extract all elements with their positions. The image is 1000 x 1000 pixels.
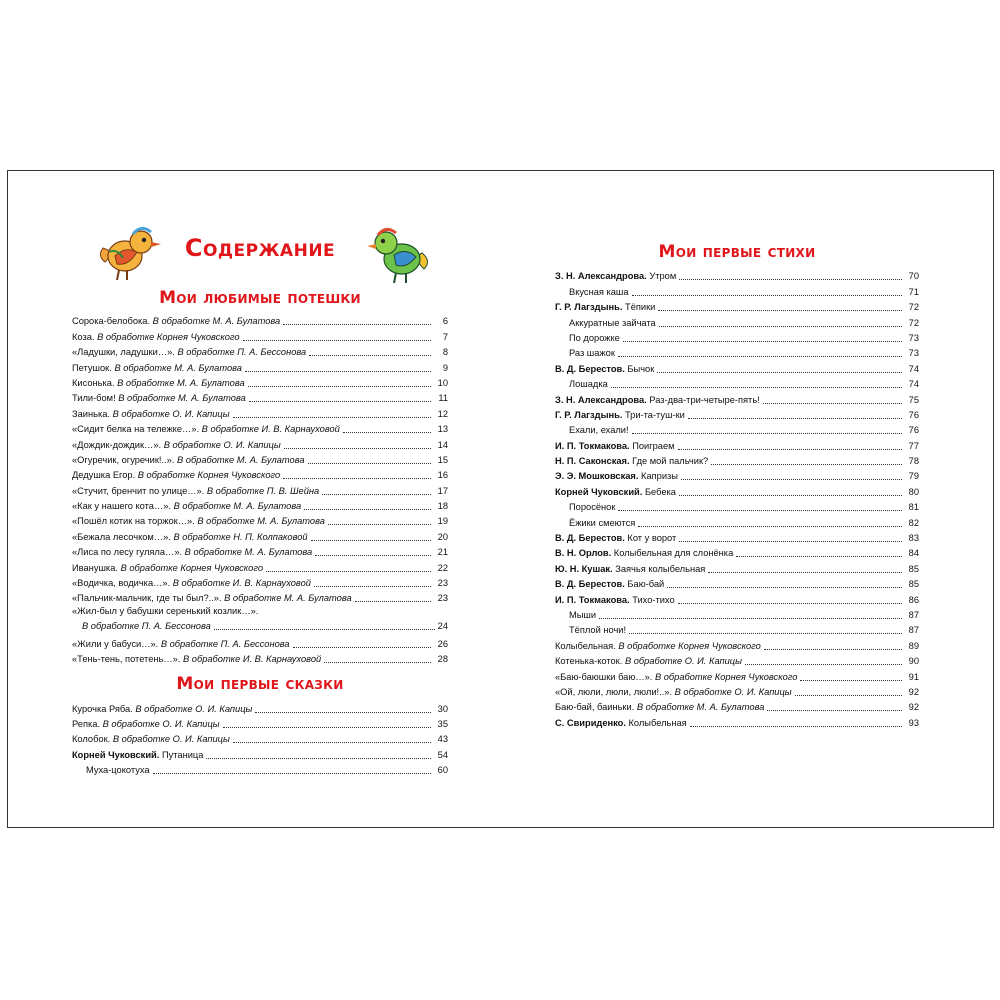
toc-entry-title: Тёпики [625,302,656,313]
toc-entry-title: Колобок. [72,734,111,745]
toc-entry[interactable] [72,405,448,420]
toc-entry[interactable] [555,376,919,391]
toc-entry-title: «Пошёл котик на торжок…». [72,516,195,527]
toc-entry-title: Сорока-белобока. [72,316,151,327]
toc-entry[interactable] [72,544,448,559]
leader-dots [736,556,902,557]
leader-dots [343,432,431,433]
toc-entry-note: В обработке Корнея Чуковского [97,331,240,342]
leader-dots [255,712,431,713]
leader-dots [233,417,431,418]
leader-dots [629,633,902,634]
toc-entry[interactable] [555,514,919,529]
toc-entry[interactable] [555,268,919,283]
toc-entry-note: В обработке М. А. Булатова [118,393,246,404]
toc-entry[interactable] [72,700,448,715]
toc-entry[interactable] [72,651,448,666]
leader-dots [745,664,902,665]
toc-entry-author: Г. Р. Лагздынь. [555,409,623,420]
leader-dots [206,758,431,759]
toc-entry-title: Иванушка. [72,562,118,573]
leader-dots [315,555,431,556]
leader-dots [293,647,431,648]
toc-entry-page: 8 [442,347,448,358]
toc-entry-author: В. Д. Берестов. [555,533,625,544]
toc-entry[interactable] [555,530,919,545]
toc-entry-title: Дедушка Егор. [72,470,136,481]
toc-entry-page: 7 [442,331,448,342]
toc-entry-title: Баю-бай, баиньки. [555,702,635,713]
leader-dots [658,310,902,311]
toc-entry[interactable] [555,560,919,575]
leader-dots [800,680,902,681]
toc-entry-page: 24 [437,621,448,632]
toc-entry[interactable] [555,345,919,360]
toc-entry-title: Коза. [72,331,95,342]
toc-entry[interactable] [555,468,919,483]
toc-entry-page: 90 [908,656,919,667]
toc-entry-title: «Ой, люли, люли, люли!..». [555,686,673,697]
toc-entry-author: З. Н. Александрова. [555,271,647,282]
toc-entry-note: В обработке О. И. Капицы [112,734,230,745]
toc-entry[interactable] [555,483,919,498]
toc-entry-page: 12 [437,408,448,419]
toc-entry-page: 28 [437,654,448,665]
toc-entry[interactable] [72,359,448,374]
toc-entry-note: В обработке Корнея Чуковского [654,671,798,682]
toc-entry-title: Путаница [161,749,204,760]
toc-entry-page: 17 [437,485,448,496]
toc-entry-note: В обработке Корнея Чуковского [137,470,281,481]
toc-entry-page: 76 [908,409,919,420]
leader-dots [708,572,902,573]
toc-entry[interactable] [72,559,448,574]
toc-entry-title: Курочка Ряба. [72,703,133,714]
toc-entry-page: 84 [908,548,919,559]
leader-dots [223,727,431,728]
toc-entry-title: Вкусная каша [569,286,629,297]
toc-entry-title: Утром [649,271,677,282]
toc-entry[interactable] [555,453,919,468]
toc-entry-page: 93 [908,717,919,728]
toc-entry-page: 73 [908,332,919,343]
toc-entry-page: 77 [908,440,919,451]
toc-entry-title: «Сидит белка на тележке…». [72,424,200,435]
toc-entry-title: «Тень-тень, потетень…». [72,654,181,665]
toc-entry-page: 75 [908,394,919,405]
leader-dots [659,326,902,327]
leader-dots [311,540,431,541]
toc-entry-page: 81 [908,502,919,513]
toc-entry-title: Кот у ворот [627,533,677,544]
toc-entry-title: «Баю-баюшки баю…». [555,671,653,682]
toc-entry-note: В обработке М. А. Булатова [636,702,765,713]
toc-entry-author: Ю. Н. Кушак. [555,563,613,574]
toc-entry-title: Колыбельная. [555,640,616,651]
leader-dots [304,509,431,510]
toc-entry-note: В обработке Н. П. Колпаковой [173,531,308,542]
leader-dots [599,618,902,619]
toc-entry-page: 74 [908,379,919,390]
toc-entry[interactable] [72,716,448,731]
right-column [555,240,919,730]
toc-entry-author: Г. Р. Лагздынь. [555,302,623,313]
leader-dots [611,387,902,388]
toc-entry[interactable] [555,422,919,437]
toc-entry-title: Мыши [569,609,597,620]
toc-entry-title: Тихо-тихо [632,594,675,605]
leader-dots [688,418,902,419]
toc-entry-title: «Ладушки, ладушки…». [72,347,175,358]
leader-dots [248,386,431,387]
toc-entry-page: 85 [908,563,919,574]
leader-dots [679,495,902,496]
toc-entry-title: «Жил-был у бабушки серенький козлик…». [72,606,259,617]
toc-entry[interactable] [72,635,448,650]
toc-entry-page: 54 [437,749,448,760]
toc-entry-note: В обработке М. А. Булатова [152,316,281,327]
toc-entry-title: «Пальчик-мальчик, где ты был?..». [72,593,222,604]
section-title-fairy-tales: Мои первые сказки [176,674,344,695]
toc-entry-page: 18 [437,501,448,512]
toc-entry-title: По дорожке [569,332,620,343]
toc-entry-title: Поросёнок [569,502,616,513]
toc-entry-title: Аккуратные зайчата [569,317,656,328]
toc-entry-note: В обработке И. В. Карнауховой [172,578,311,589]
toc-entry-title: Кисонька. [72,377,115,388]
toc-entry-note: В обработке О. И. Капицы [674,686,792,697]
leader-dots [679,541,902,542]
toc-entry-page: 21 [437,547,448,558]
toc-entry[interactable] [72,746,448,761]
toc-entry-page: 82 [908,517,919,528]
toc-entry[interactable] [72,390,448,405]
toc-entry[interactable] [72,375,448,390]
toc-entry[interactable] [555,360,919,375]
leader-dots [678,449,902,450]
leader-dots [632,295,902,296]
leader-dots [623,341,902,342]
toc-entry-page: 71 [908,286,919,297]
toc-entry-page: 10 [437,377,448,388]
toc-entry-page: 70 [908,271,919,282]
toc-entry-page: 43 [437,734,448,745]
toc-entry-page: 11 [438,393,448,404]
toc-entry[interactable] [555,545,919,560]
toc-entry-note: В обработке П. А. Бессонова [82,621,211,632]
leader-dots [679,279,902,280]
toc-entry-note: В обработке М. А. Булатова [114,362,242,373]
toc-entry-page: 22 [437,562,448,573]
toc-entry-page: 87 [908,625,919,636]
toc-entry[interactable] [72,452,448,467]
toc-entry-title: «Стучит, бренчит по улице…». [72,485,205,496]
leader-dots [678,603,902,604]
toc-entry-page: 76 [908,425,919,436]
leader-dots [324,662,431,663]
toc-entry[interactable] [555,684,919,699]
section-title-nursery-rhymes: Мои любимые потешки [159,288,361,308]
toc-entry-page: 23 [437,593,448,604]
toc-entry[interactable] [72,498,448,513]
toc-entry-page: 85 [908,579,919,590]
toc-entry[interactable] [555,622,919,637]
toc-entry[interactable] [72,436,448,451]
nursery-rhymes-list-continued [72,635,448,666]
toc-entry-note: В обработке Корнея Чуковского [618,640,761,651]
toc-entry-page: 87 [908,609,919,620]
toc-entry-title: Бычок [627,363,655,374]
toc-entry-page: 92 [908,686,919,697]
toc-entry-page: 19 [437,516,448,527]
toc-entry-author: Корней Чуковский. [555,486,643,497]
toc-entry[interactable] [72,344,448,359]
toc-entry[interactable] [72,731,448,746]
toc-entry-title: «Водичка, водичка…». [72,578,171,589]
toc-entry-title: Раз шажок [569,348,615,359]
toc-entry-author: Н. П. Саконская. [555,456,630,467]
leader-dots [284,448,431,449]
toc-entry-title: Заинька. [72,408,110,419]
leader-dots [328,524,431,525]
leader-dots [711,464,902,465]
toc-entry-title: Заячья колыбельная [615,563,706,574]
leader-dots [322,494,431,495]
toc-entry-title: «Лиса по лесу гуляла…». [72,547,183,558]
leader-dots [795,695,902,696]
toc-entry-page: 26 [437,638,448,649]
leader-dots [763,403,902,404]
toc-entry[interactable] [555,699,919,714]
toc-entry[interactable] [72,328,448,343]
toc-entry[interactable] [72,421,448,436]
toc-entry[interactable] [555,391,919,406]
leader-dots [314,586,431,587]
toc-entry-title: Лошадка [569,379,608,390]
toc-entry-page: 13 [437,424,448,435]
toc-entry[interactable] [555,637,919,652]
toc-entry-page: 72 [908,302,919,313]
toc-entry-page: 86 [908,594,919,605]
toc-entry-title: Три-та-туш-ки [625,409,685,420]
toc-entry-title: Муха-цокотуха [86,765,150,776]
leader-dots [243,340,431,341]
toc-entry-title: Тили-бом! [72,393,116,404]
toc-entry[interactable] [555,607,919,622]
toc-entry-title: Капризы [641,471,678,482]
toc-entry-page: 91 [908,671,919,682]
main-title: Содержание [184,234,336,262]
toc-entry-note: В обработке П. В. Шейна [206,485,320,496]
toc-entry-page: 80 [908,486,919,497]
toc-entry-title: «Бежала лесочком…». [72,531,171,542]
toc-entry-note: В обработке О. И. Капицы [135,703,253,714]
toc-entry[interactable] [555,407,919,422]
toc-entry-note: В обработке М. А. Булатова [117,377,245,388]
toc-entry-title: Репка. [72,718,101,729]
toc-entry-note: В обработке О. И. Капицы [624,656,742,667]
leader-dots [309,355,431,356]
toc-entry-title: Колыбельная для слонёнка [613,548,734,559]
toc-entry-note: В обработке Корнея Чуковского [120,562,264,573]
leader-dots [632,433,902,434]
toc-entry-page: 60 [437,765,448,776]
toc-entry-author: В. Д. Берестов. [555,579,625,590]
leader-dots [153,773,431,774]
toc-entry-author: В. Н. Орлов. [555,548,612,559]
toc-entry-author: В. Д. Берестов. [555,363,625,374]
toc-entry[interactable] [555,437,919,452]
toc-entry[interactable] [72,313,448,328]
toc-entry[interactable] [555,668,919,683]
leader-dots [657,372,902,373]
toc-entry[interactable] [555,314,919,329]
toc-entry-title: Колыбельная [628,717,687,728]
leader-dots [283,324,431,325]
lullabies-list [555,637,919,714]
fairy-tales-list [72,700,448,746]
toc-entry-page: 72 [908,317,919,328]
toc-entry[interactable] [555,714,919,729]
toc-entry-page: 73 [908,348,919,359]
toc-entry-page: 78 [908,456,919,467]
toc-entry-page: 23 [437,578,448,589]
toc-entry-title: Тёплой ночи! [569,625,627,636]
leader-dots [638,526,902,527]
toc-entry-page: 89 [908,640,919,651]
leader-dots [355,601,431,602]
toc-entry-title: «Огуречик, огуречик!..». [72,454,175,465]
leader-dots [249,401,431,402]
toc-entry-author: Э. Э. Мошковская. [555,471,639,482]
leader-dots [214,629,435,630]
toc-entry-title: Раз-два-три-четыре-пять! [649,394,760,405]
toc-entry-title: Ехали, ехали! [569,425,629,436]
toc-entry-note: В обработке И. В. Карнауховой [183,654,322,665]
toc-entry-note: В обработке М. А. Булатова [224,593,352,604]
leader-dots [618,356,902,357]
leader-dots [245,371,431,372]
leader-dots [266,571,431,572]
toc-entry-note: В обработке П. А. Бессонова [160,638,290,649]
toc-entry-page: 15 [437,454,448,465]
toc-entry-title: Ёжики смеются [569,517,636,528]
toc-entry-page: 14 [437,439,448,450]
toc-entry[interactable] [72,575,448,590]
toc-entry[interactable] [555,576,919,591]
toc-entry[interactable] [72,762,448,777]
toc-entry-note: В обработке М. А. Булатова [176,454,305,465]
nursery-rhymes-list [72,313,448,605]
toc-entry-title: Петушок. [72,362,112,373]
toc-entry-author: З. Н. Александрова. [555,394,647,405]
toc-entry-page: 20 [437,531,448,542]
toc-entry-page: 16 [437,470,448,481]
toc-entry-title: «Как у нашего кота…». [72,501,172,512]
toc-entry-page: 83 [908,533,919,544]
toc-entry[interactable] [72,513,448,528]
toc-entry-two-line[interactable] [72,605,448,635]
toc-entry-author: С. Свириденко. [555,717,626,728]
toc-entry-page: 35 [437,718,448,729]
toc-entry-author: Корней Чуковский. [72,749,160,760]
left-column [72,230,448,777]
toc-entry-note: В обработке О. И. Капицы [112,408,230,419]
toc-entry[interactable] [72,590,448,605]
toc-entry-note: В обработке О. И. Капицы [163,439,281,450]
leader-dots [681,479,902,480]
toc-entry-note: В обработке И. В. Карнауховой [201,424,340,435]
toc-entry-title: Котенька-коток. [555,656,623,667]
leader-dots [667,587,902,588]
toc-entry[interactable] [72,467,448,482]
toc-entry[interactable] [72,528,448,543]
toc-entry[interactable] [555,591,919,606]
toc-entry[interactable] [555,499,919,514]
toc-entry-title: Бебека [644,486,676,497]
toc-entry-title: «Жили у бабуси…». [72,638,159,649]
leader-dots [690,726,902,727]
toc-entry[interactable] [555,330,919,345]
leader-dots [767,710,902,711]
toc-entry-note: В обработке О. И. Капицы [102,718,220,729]
toc-entry-title: Поиграем [632,440,675,451]
leader-dots [283,478,431,479]
toc-entry-note: В обработке М. А. Булатова [173,501,302,512]
leader-dots [308,463,431,464]
leader-dots [618,510,902,511]
toc-entry-page: 79 [908,471,919,482]
toc-entry-author: И. П. Токмакова. [555,594,630,605]
leader-dots [764,649,902,650]
toc-entry[interactable] [555,283,919,298]
toc-entry-note: В обработке М. А. Булатова [184,547,313,558]
toc-entry-note: В обработке М. А. Булатова [197,516,325,527]
first-poems-list [555,268,919,637]
toc-entry-note: В обработке П. А. Бессонова [177,347,307,358]
toc-entry-page: 74 [908,363,919,374]
toc-entry-page: 30 [437,703,448,714]
toc-entry-page: 9 [442,362,448,373]
toc-entry-author: И. П. Токмакова. [555,440,630,451]
toc-entry-title: «Дождик-дождик…». [72,439,162,450]
section-title-first-poems: Мои первые стихи [658,242,816,262]
toc-entry-title: Баю-бай [627,579,665,590]
toc-entry-page: 6 [442,316,448,327]
toc-entry-page: 92 [908,702,919,713]
toc-entry[interactable] [72,482,448,497]
leader-dots [233,742,431,743]
toc-entry[interactable] [555,653,919,668]
toc-entry-title: Где мой пальчик? [632,456,709,467]
toc-entry[interactable] [555,299,919,314]
